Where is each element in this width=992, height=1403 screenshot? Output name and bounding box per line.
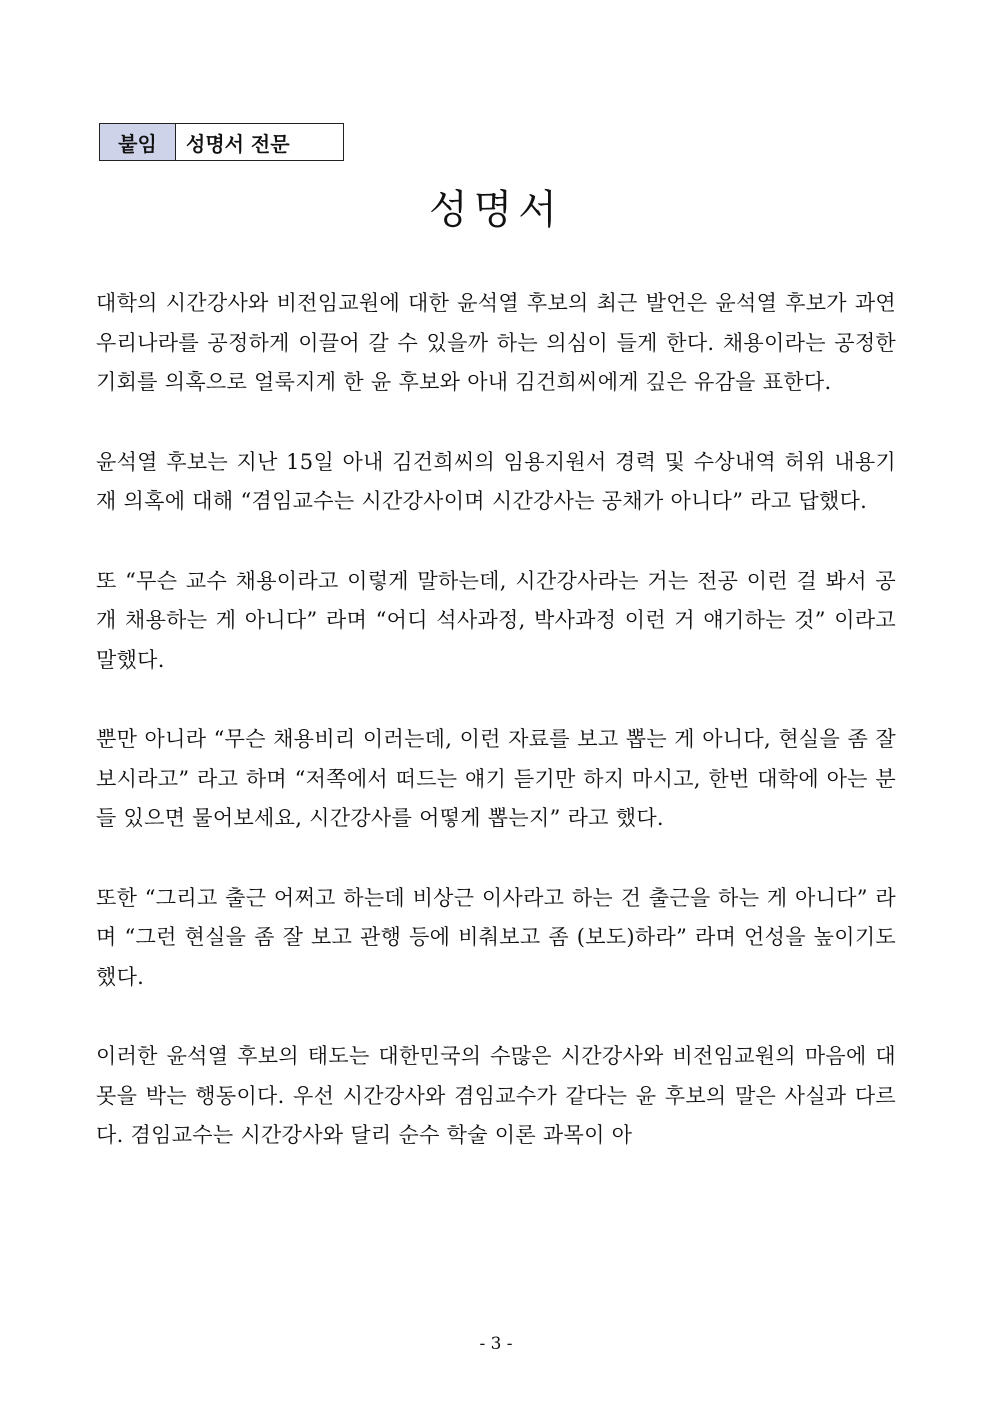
- statement-body: [96, 284, 896, 1196]
- document-title: 성명서: [429, 187, 563, 233]
- attachment-tag: 붙임: [100, 124, 176, 160]
- page-number: - 3 -: [479, 1334, 513, 1354]
- paragraph-6: 이러한 윤석열 후보의 태도는 대한민국의 수많은 시간강사와 비전임교원의 마음에 대못을 박는 행동이다. 우선 시간강사와 겸임교수가 같다는 윤 후보의 말은 사실과 다르다. 겸임교수는 시간강사와 달리 순수 학술 이론 과목이 아: [96, 1044, 896, 1147]
- paragraph-1: 대학의 시간강사와 비전임교원에 대한 윤석열 후보의 최근 발언은 윤석열 후보가 과연 우리나라를 공정하게 이끌어 갈 수 있을까 하는 의심이 들게 한다. 채용이라는 공정한 기회를 의혹으로 얼룩지게 한 윤 후보와 아내 김건희씨에게 깊은 유감을 표한다.: [96, 291, 896, 394]
- attachment-label: 성명서 전문: [186, 131, 290, 156]
- attachment-label-box: [99, 123, 344, 161]
- paragraph-5: 또한 “그리고 출근 어쩌고 하는데 비상근 이사라고 하는 건 출근을 하는 게 아니다” 라며 “그런 현실을 좀 잘 보고 관행 등에 비춰보고 좀 (보도)하라” 라며 언성을 높이기도 했다.: [96, 885, 896, 989]
- paragraph-4: 뿐만 아니라 “무슨 채용비리 이러는데, 이런 자료를 보고 뽑는 게 아니다, 현실을 좀 잘 보시라고” 라고 하며 “저쪽에서 떠드는 얘기 듣기만 하지 마시고, 한번 대학에 아는 분들 있으면 물어보세요, 시간강사를 어떻게 뽑는지” 라고 했다.: [96, 727, 896, 830]
- paragraph-3: 또 “무슨 교수 채용이라고 이렇게 말하는데, 시간강사라는 거는 전공 이런 걸 봐서 공개 채용하는 게 아니다” 라며 “어디 석사과정, 박사과정 이런 거 얘기하는 것” 이라고 말했다.: [96, 568, 896, 672]
- paragraph-2: 윤석열 후보는 지난 15일 아내 김건희씨의 임용지원서 경력 및 수상내역 허위 내용기재 의혹에 대해 “겸임교수는 시간강사이며 시간강사는 공채가 아니다” 라고 답했다.: [96, 449, 896, 513]
